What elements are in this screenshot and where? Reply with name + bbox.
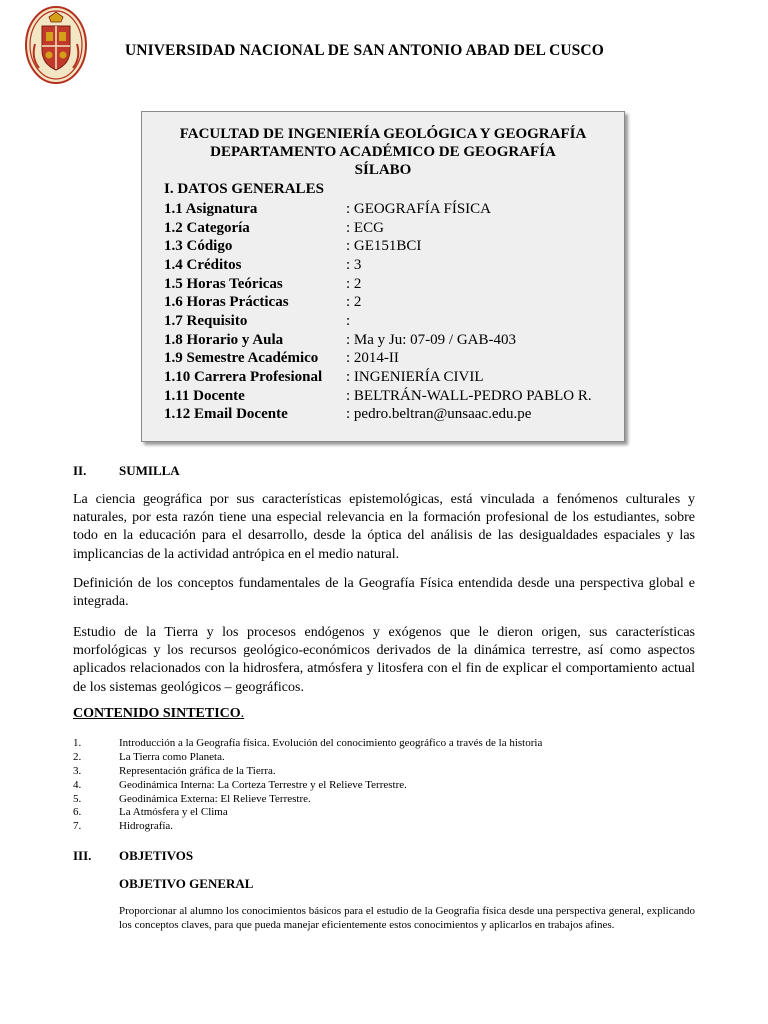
field-value: : GEOGRAFÍA FÍSICA bbox=[346, 201, 492, 217]
field-label: 1.2 Categoría bbox=[164, 220, 250, 236]
field-value: : pedro.beltran@unsaac.edu.pe bbox=[346, 406, 532, 422]
university-name: UNIVERSIDAD NACIONAL DE SAN ANTONIO ABAD DEL CUSCO bbox=[125, 42, 604, 59]
sumilla-paragraph: Definición de los conceptos fundamentales de la Geografía Física entendida desde una perspectiva global e integrada. bbox=[73, 576, 695, 610]
field-value: : 3 bbox=[346, 257, 362, 273]
faculty-name: FACULTAD DE INGENIERÍA GEOLÓGICA Y GEOGRAFÍA bbox=[179, 126, 587, 142]
field-label: 1.10 Carrera Profesional bbox=[164, 369, 323, 385]
document-type: SÍLABO bbox=[354, 162, 412, 178]
field-label: 1.8 Horario y Aula bbox=[164, 332, 284, 348]
field-value: : BELTRÁN-WALL-PEDRO PABLO R. bbox=[346, 388, 592, 404]
sumilla-paragraph: La ciencia geográfica por sus características epistemológicas, está vinculada a fenómenos culturales y naturales, por esta razón tiene una especial relevancia en la formación profesional de los estudiantes, sobre todo en la educación para el desarrollo, desde la óptica del análisis de las desigualdades espaciales y las implicancias de la actividad antrópica en el medio natural. bbox=[73, 492, 695, 562]
list-text: Geodinámica Interna: La Corteza Terrestre y el Relieve Terrestre. bbox=[119, 779, 407, 791]
field-label: 1.12 Email Docente bbox=[164, 406, 288, 422]
field-label: 1.5 Horas Teóricas bbox=[164, 276, 283, 292]
list-number: 5. bbox=[73, 793, 82, 805]
list-text: Introducción a la Geografía física. Evolución del conocimiento geográfico a través de la historia bbox=[119, 737, 543, 749]
contenido-sintetico-title: CONTENIDO SINTETICO. bbox=[73, 706, 245, 721]
list-text: La Tierra como Planeta. bbox=[119, 751, 225, 763]
field-value: : INGENIERÍA CIVIL bbox=[346, 369, 484, 385]
sumilla-paragraph: Estudio de la Tierra y los procesos endógenos y exógenos que le dieron origen, sus características morfológicas y los recursos geológico-económicos derivados de la dinámica terrestre, así como aspectos aplicados relacionados con la hidrosfera, atmósfera y litosfera con el fin de explicar el comportamiento actual de los sistemas geológicos – geográficos. bbox=[73, 625, 695, 695]
list-number: 2. bbox=[73, 751, 82, 763]
department-name: DEPARTAMENTO ACADÉMICO DE GEOGRAFÍA bbox=[210, 144, 556, 160]
field-value: : Ma y Ju: 07-09 / GAB-403 bbox=[346, 332, 516, 348]
section-number-iii: III. bbox=[73, 848, 92, 863]
field-value: : bbox=[346, 313, 351, 329]
objetivo-general-title: OBJETIVO GENERAL bbox=[119, 876, 254, 891]
field-label: 1.3 Código bbox=[164, 238, 233, 254]
list-number: 3. bbox=[73, 765, 82, 777]
list-number: 4. bbox=[73, 779, 82, 791]
section-number-ii: II. bbox=[73, 463, 87, 478]
section-general-data-title: I. DATOS GENERALES bbox=[164, 181, 324, 197]
field-value: : 2014-II bbox=[346, 350, 399, 366]
section-title-objetivos: OBJETIVOS bbox=[119, 848, 194, 863]
field-value: : GE151BCI bbox=[346, 238, 422, 254]
general-data-box bbox=[141, 111, 625, 442]
list-text: La Atmósfera y el Clima bbox=[119, 806, 228, 818]
field-label: 1.4 Créditos bbox=[164, 257, 242, 273]
field-label: 1.6 Horas Prácticas bbox=[164, 294, 289, 310]
field-label: 1.9 Semestre Académico bbox=[164, 350, 319, 366]
university-coat-of-arms-logo bbox=[25, 6, 87, 84]
field-value: : 2 bbox=[346, 294, 362, 310]
field-label: 1.11 Docente bbox=[164, 388, 245, 404]
field-label: 1.1 Asignatura bbox=[164, 201, 258, 217]
field-value: : 2 bbox=[346, 276, 362, 292]
list-text: Hidrografía. bbox=[119, 820, 174, 832]
objetivo-general-text: Proporcionar al alumno los conocimientos básicos para el estudio de la Geografía física desde una perspectiva general, explicando los conceptos claves, para que pueda manejar eficientemente estos conocimientos y aplicarlos en trabajos afines. bbox=[119, 905, 695, 931]
list-number: 1. bbox=[73, 737, 82, 749]
list-text: Representación gráfica de la Tierra. bbox=[119, 765, 276, 777]
list-number: 7. bbox=[73, 820, 82, 832]
field-value: : ECG bbox=[346, 220, 384, 236]
section-title-sumilla: SUMILLA bbox=[119, 463, 180, 478]
list-text: Geodinámica Externa: El Relieve Terrestre. bbox=[119, 793, 311, 805]
list-number: 6. bbox=[73, 806, 82, 818]
field-label: 1.7 Requisito bbox=[164, 313, 248, 329]
